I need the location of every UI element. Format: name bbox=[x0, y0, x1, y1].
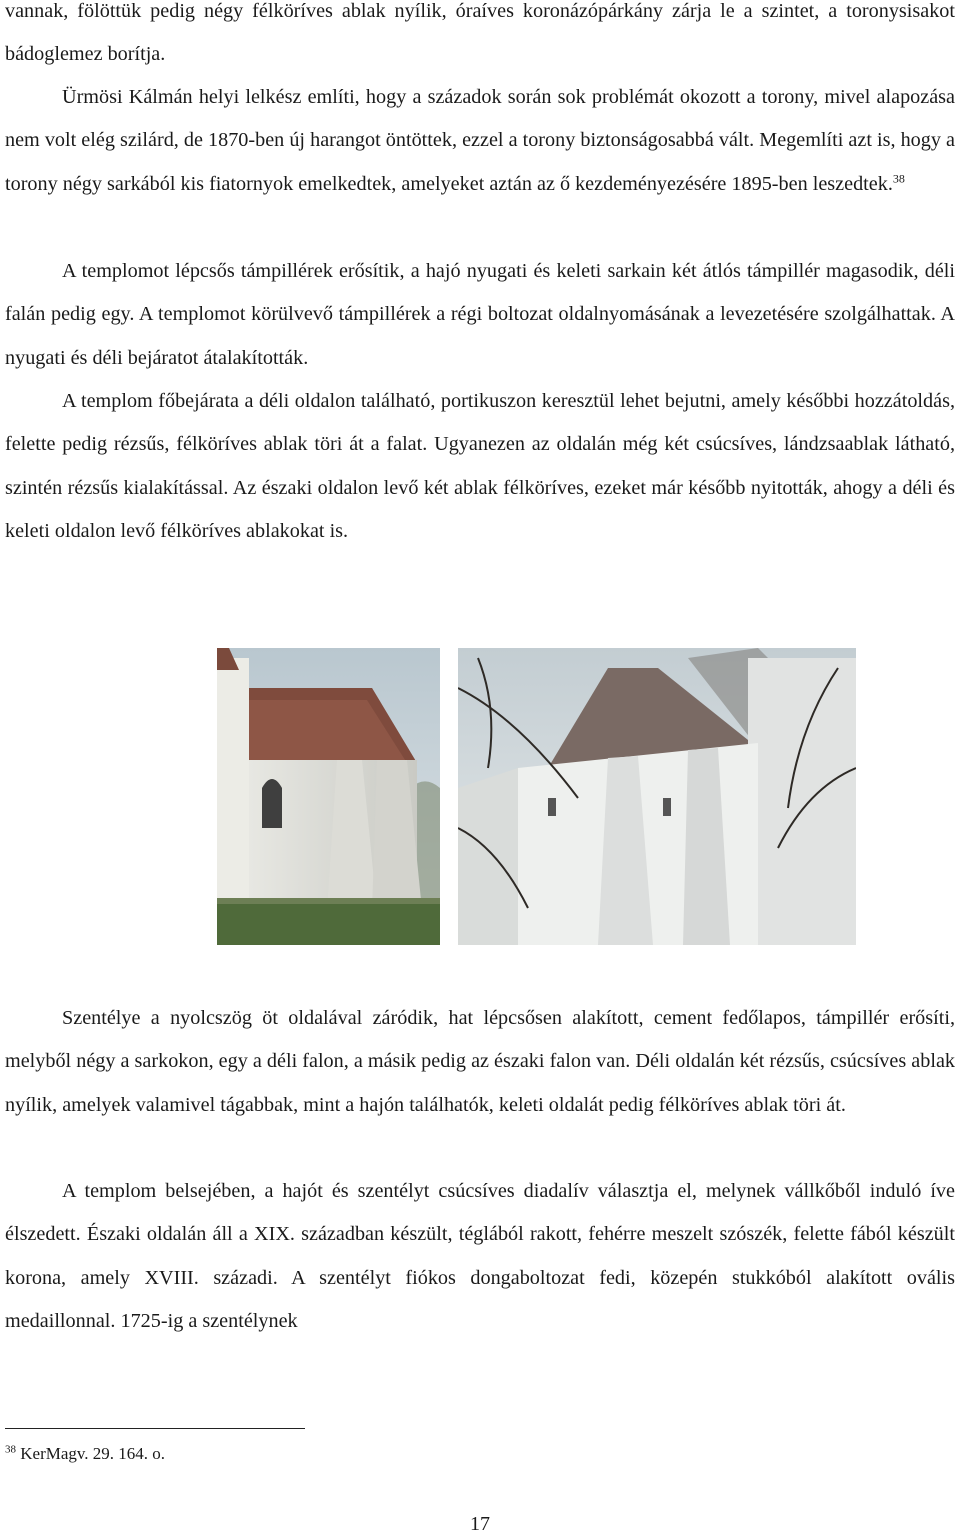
paragraph-2-text: Ürmösi Kálmán helyi lelkész említi, hogy a századok során sok problémát okozott a torony, mivel alapozása nem volt elég szilárd, de 1870-ben új harangot öntöttek, ezzel a torony biztonságosabbá vált. Megemlíti azt is, hogy a torony négy sarkából kis fiatornyok emelkedtek, amelyeket aztán az ő kezdeményezésére 1895-ben leszedtek. bbox=[5, 86, 955, 195]
footnote bbox=[5, 1443, 165, 1465]
church-photo-left bbox=[217, 648, 440, 945]
footnote-number: 38 bbox=[5, 1443, 16, 1456]
footnote-reference[interactable]: 38 bbox=[892, 170, 905, 185]
paragraph-5: Szentélye a nyolcszög öt oldalával záródik, hat lépcsősen alakított, cement fedőlapos, támpillér erősíti, melyből négy a sarkokon, egy a déli falon, a másik pedig az északi falon van. Déli oldalán két rézsűs, csúcsíves ablak nyílik, amelyek valamivel tágabbak, mint a hajón találhatók, keleti oldalát pedig félköríves ablak töri át. bbox=[5, 1007, 955, 1116]
church-photo-right bbox=[458, 648, 856, 945]
paragraph-2 bbox=[5, 76, 955, 206]
paragraph-1: vannak, fölöttük pedig négy félköríves ablak nyílik, óraíves koronázópárkány zárja le a szintet, a toronysisakot bádoglemez borítja. bbox=[5, 0, 955, 66]
page-number: 17 bbox=[470, 1513, 490, 1535]
paragraph-6: A templom belsejében, a hajót és szentélyt csúcsíves diadalív választja el, melynek vállkőből induló íve élszedett. Északi oldalán áll a XIX. században készült, téglából rakott, fehérre meszelt szószék, felette fából készült korona, amely XVIII. századi. A szentélyt fiókos dongaboltozat fedi, közepén stukkóból alakított ovális medaillonnal. 1725-ig a szentélynek bbox=[5, 1180, 955, 1332]
footnote-separator bbox=[5, 1428, 305, 1429]
paragraph-4: A templom főbejárata a déli oldalon található, portikuszon keresztül lehet bejutni, amely későbbi hozzátoldás, felette pedig rézsűs, félköríves ablak töri át a falat. Ugyanezen az oldalán még két csúcsíves, lándzsaablak látható, szintén rézsűs kialakítással. Az északi oldalon levő két ablak félköríves, ezeket már később nyitották, ahogy a déli és keleti oldalon levő félköríves ablakokat is. bbox=[5, 390, 955, 542]
footnote-text: KerMagv. 29. 164. o. bbox=[20, 1444, 166, 1463]
paragraph-3: A templomot lépcsős támpillérek erősítik, a hajó nyugati és keleti sarkain két átlós támpillér magasodik, déli falán pedig egy. A templomot körülvevő támpillérek a régi boltozat oldalnyomásának a levezetésére szolgálhattak. A nyugati és déli bejáratot átalakították. bbox=[5, 260, 955, 369]
